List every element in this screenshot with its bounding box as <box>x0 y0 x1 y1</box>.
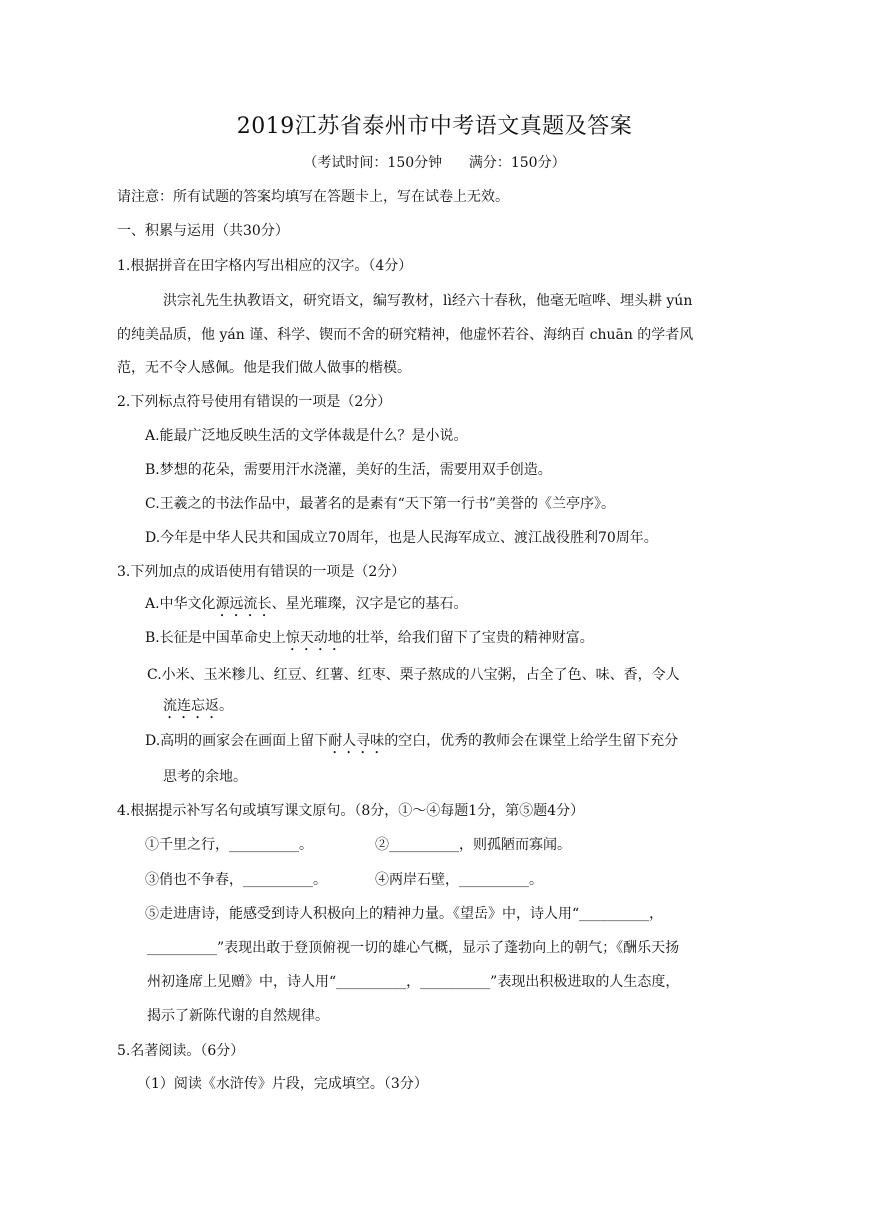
question-4-item-5-line1: ⑤走进唐诗，能感受到诗人积极向上的精神力量。《望岳》中，诗人用“__________， <box>145 906 664 922</box>
emphasized-idiom: 源远流长 <box>215 596 272 612</box>
question-3-option-a: A.中华文化源远流长、星光璀璨，汉字是它的基石。 <box>145 596 468 612</box>
question-1-stem: 1.根据拼音在田字格内写出相应的汉字。（4分） <box>117 258 413 274</box>
question-4-stem: 4.根据提示补写名句或填写课文原句。（8分，①～④每题1分，第⑤题4分） <box>117 803 585 819</box>
question-1-passage-line1: 洪宗礼先生执教语文，研究语文，编写教材，lì经六十春秋，他毫无喧哗、埋头耕 yún <box>163 293 693 309</box>
question-3-option-b: B.长征是中国革命史上惊天动地的壮举，给我们留下了宝贵的精神财富。 <box>145 630 594 646</box>
question-1-passage-line3: 范，无不令人感佩。他是我们做人做事的楷模。 <box>117 360 411 376</box>
page-title: 2019江苏省泰州市中考语文真题及答案 <box>236 114 633 139</box>
question-2-stem: 2.下列标点符号使用有错误的一项是（2分） <box>117 394 392 410</box>
question-3-option-c-line2: 流连忘返。 <box>163 698 233 714</box>
question-4-item-3: ③俏也不争春，__________。 <box>145 872 327 888</box>
question-4-item-2: ②__________，则孤陋而寡闻。 <box>375 837 571 853</box>
notice-text: 请注意：所有试题的答案均填写在答题卡上，写在试卷上无效。 <box>117 189 509 205</box>
question-2-option-d: D.今年是中华人民共和国成立70周年，也是人民海军成立、渡江战役胜利70周年。 <box>145 530 658 546</box>
question-2-option-a: A.能最广泛地反映生活的文学体裁是什么？是小说。 <box>145 428 468 444</box>
question-1-passage-line2: 的纯美品质，他 yán 谨、科学、锲而不舍的研究精神，他虚怀若谷、海纳百 chuān 的学者风 <box>117 327 694 343</box>
section-heading: 一、积累与运用（共30分） <box>117 223 289 239</box>
question-4-item-5-line4: 揭示了新陈代谢的自然规律。 <box>147 1008 329 1024</box>
question-4-item-5-line3: 州初逢席上见赠》中，诗人用“__________，__________”表现出积极进取的人生态度， <box>147 974 680 990</box>
exam-info: （考试时间：150分钟 满分：150分） <box>303 155 566 171</box>
emphasized-idiom: 耐人寻味 <box>328 733 385 749</box>
question-3-stem: 3.下列加点的成语使用有错误的一项是（2分） <box>117 564 406 580</box>
question-2-option-c: C.王羲之的书法作品中，最著名的是素有“天下第一行书”美誉的《兰亭序》。 <box>145 496 615 512</box>
question-5-sub-1: （1）阅读《水浒传》片段，完成填空。（3分） <box>137 1076 428 1092</box>
question-4-item-5-line2: __________”表现出敢于登顶俯视一切的雄心气概，显示了蓬勃向上的朝气；《酬乐天扬 <box>147 940 680 956</box>
question-4-item-1: ①千里之行，__________。 <box>145 837 313 853</box>
question-3-option-c-line1: C.小米、玉米糁儿、红豆、红薯、红枣、栗子熬成的八宝粥，占全了色、味、香，令人 <box>147 667 680 683</box>
question-3-option-d-line1: D.高明的画家会在画面上留下耐人寻味的空白，优秀的教师会在课堂上给学生留下充分 <box>145 733 679 749</box>
question-2-option-b: B.梦想的花朵，需要用汗水浇灌，美好的生活，需要用双手创造。 <box>145 462 552 478</box>
question-3-option-d-line2: 思考的余地。 <box>163 769 247 785</box>
question-5-stem: 5.名著阅读。（6分） <box>117 1043 245 1059</box>
question-4-item-4: ④两岸石壁，__________。 <box>375 872 543 888</box>
emphasized-idiom: 流连忘返 <box>163 698 219 714</box>
emphasized-idiom: 惊天动地 <box>285 630 342 646</box>
